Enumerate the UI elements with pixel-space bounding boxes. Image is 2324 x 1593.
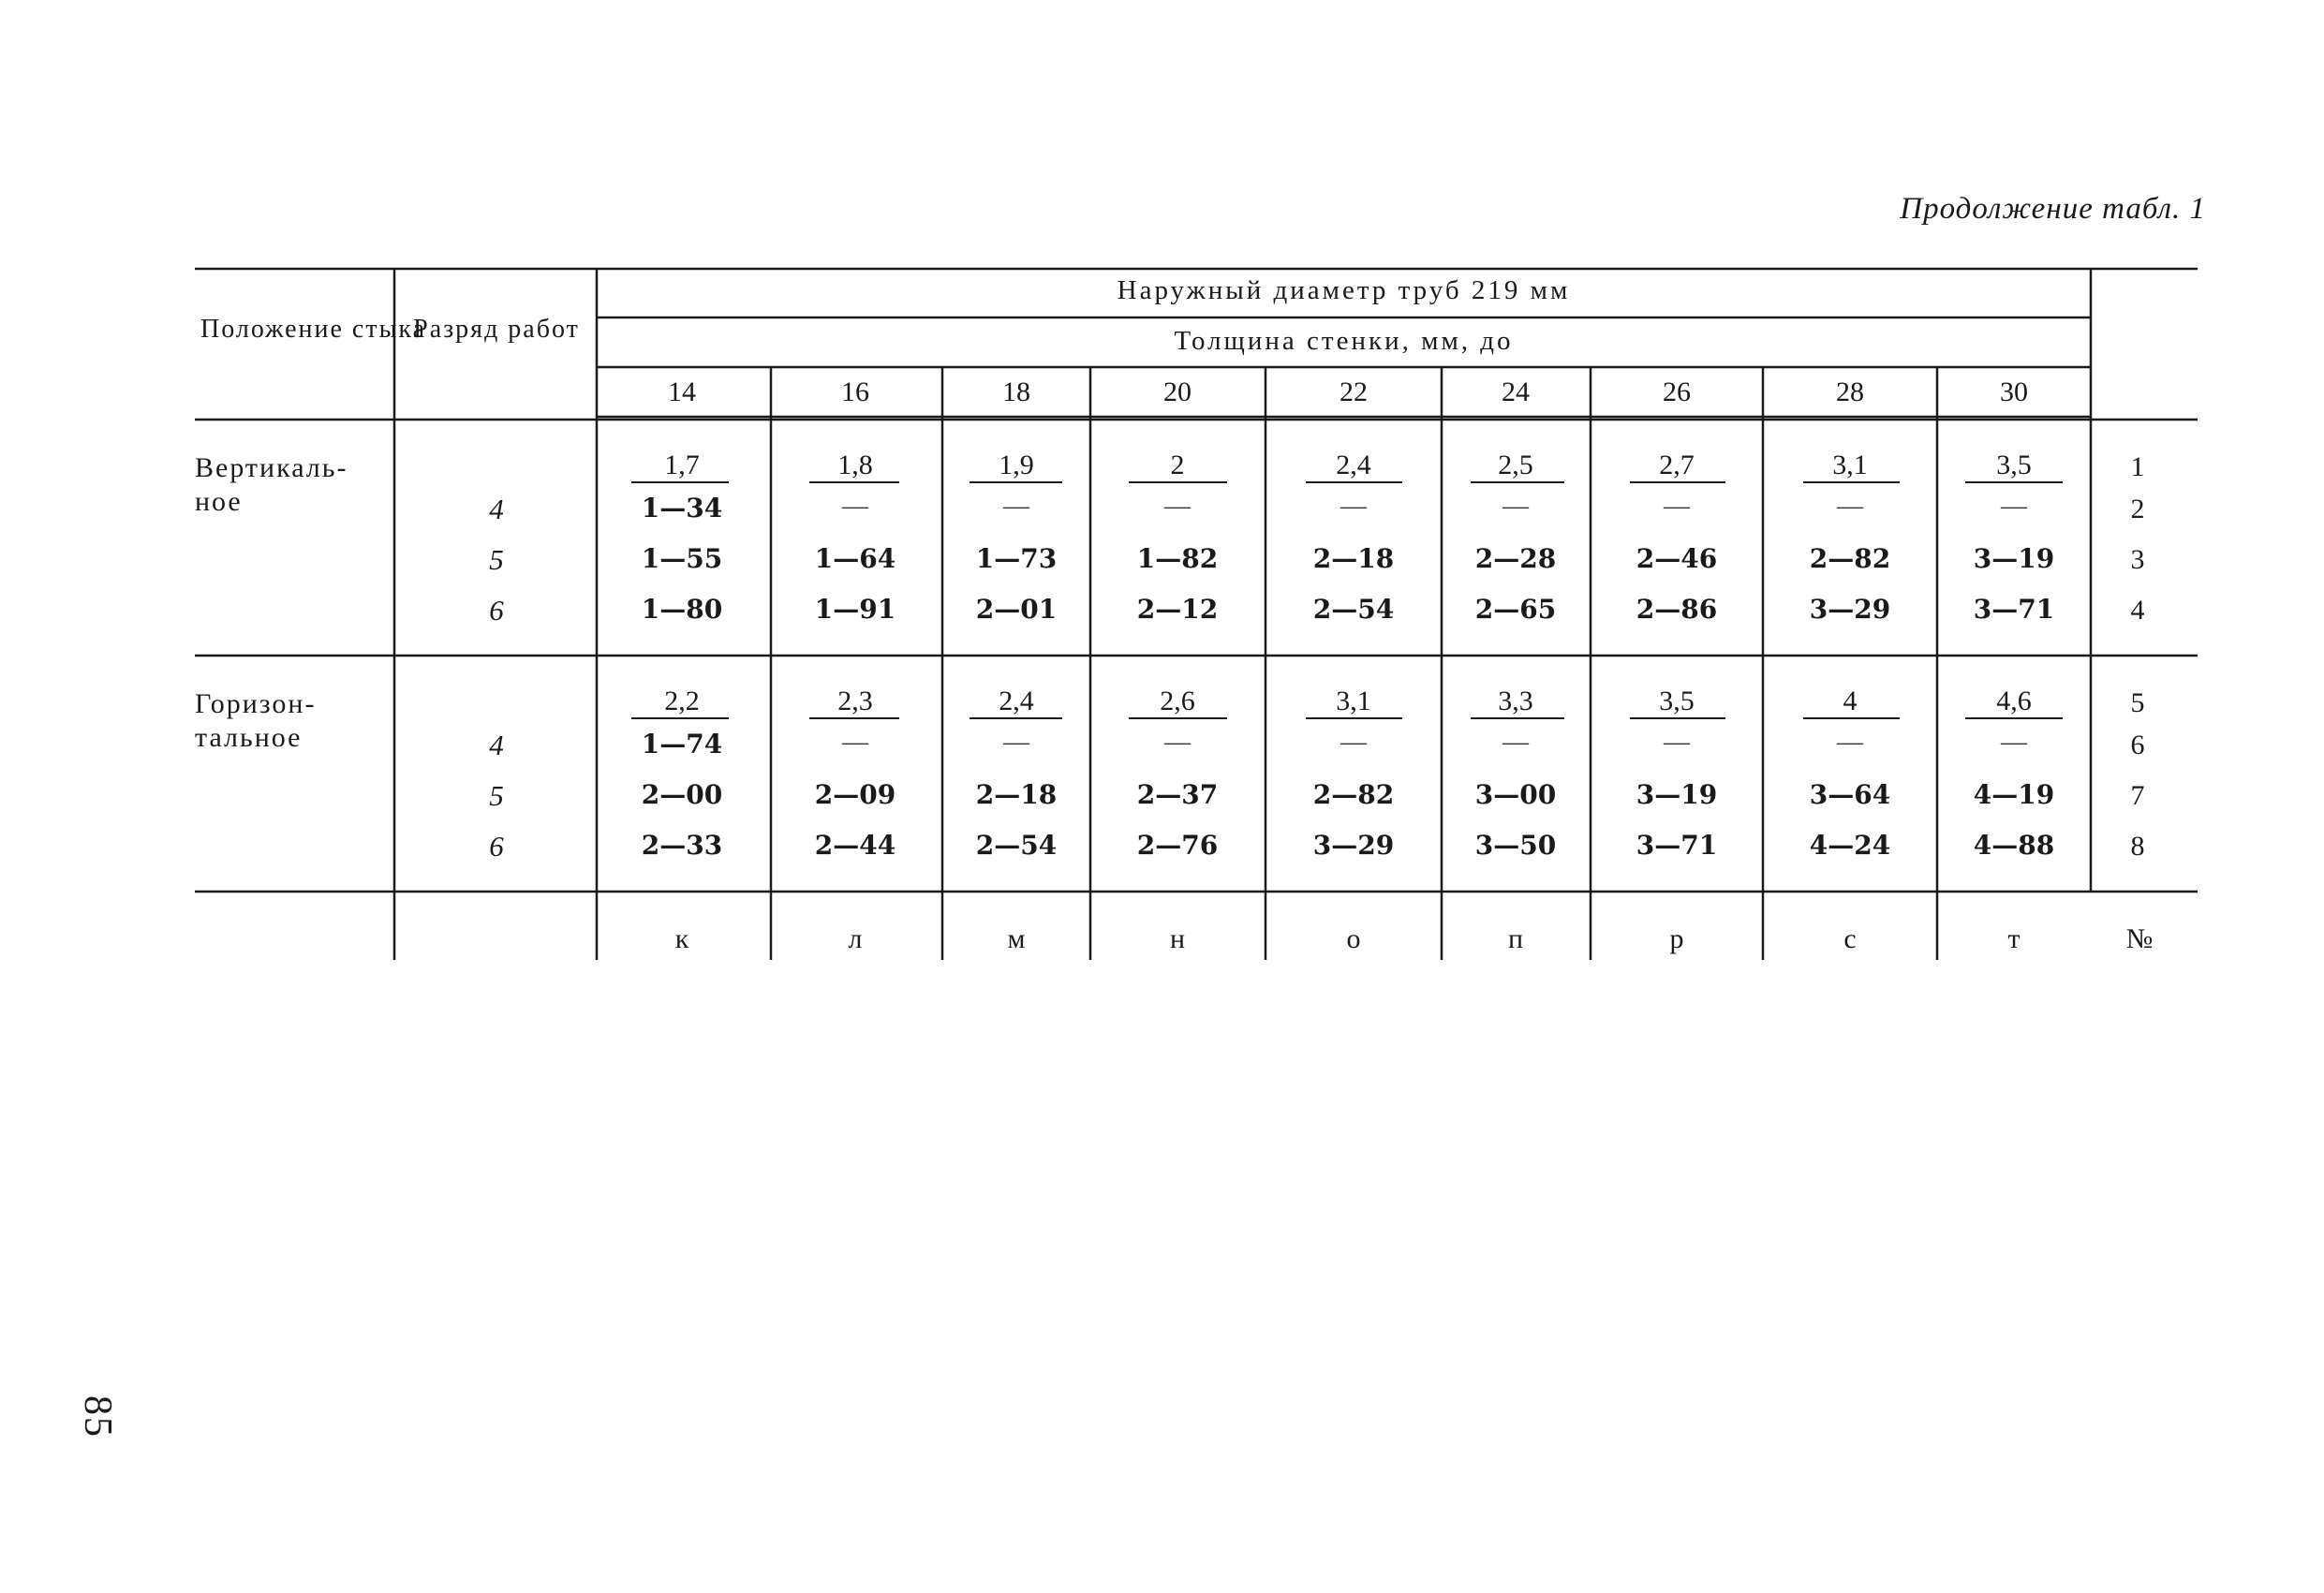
header-grade	[403, 315, 590, 345]
price-cell: 2—76	[1136, 830, 1219, 861]
price-cell: 2—46	[1636, 543, 1718, 574]
col-header: 24	[1502, 376, 1530, 407]
price-cell: 2—54	[1312, 594, 1395, 625]
row-number: 1	[2130, 451, 2145, 482]
header-grade-label: Разряд работ	[413, 315, 580, 344]
header-position	[200, 315, 427, 345]
row-number: 3	[2130, 544, 2145, 575]
row-number: 6	[2130, 730, 2145, 760]
group-position-line: Горизон-	[195, 688, 317, 719]
norm-value: 2,4	[999, 686, 1034, 716]
group-position	[195, 451, 348, 519]
norm-value: 3,1	[1832, 450, 1868, 480]
price-cell: 3—19	[1973, 543, 2055, 574]
group-position-line: ное	[195, 486, 243, 517]
norm-value: 2,6	[1160, 686, 1195, 716]
column-letter: с	[1843, 923, 1857, 954]
price-cell: 3—29	[1312, 830, 1395, 861]
column-letter: о	[1346, 923, 1361, 954]
norm-value: 1,9	[999, 450, 1034, 480]
column-letter: л	[848, 923, 863, 954]
row-number: 8	[2130, 831, 2145, 862]
price-cell: 2—37	[1136, 779, 1219, 810]
price-cell: 1—73	[975, 543, 1058, 574]
price-cell: —	[1003, 492, 1029, 521]
col-header: 18	[1002, 376, 1030, 407]
norm-value: 2	[1170, 450, 1185, 480]
price-cell: 1—74	[641, 729, 723, 760]
table-caption: Продолжение табл. 1	[1900, 192, 2206, 226]
col-header: 16	[841, 376, 869, 407]
price-cell: 3—71	[1973, 594, 2055, 625]
price-cell: 2—65	[1474, 594, 1557, 625]
norm-value: 3,3	[1498, 686, 1533, 716]
col-header: 20	[1163, 376, 1192, 407]
price-cell: 3—19	[1636, 779, 1718, 810]
norm-value: 4	[1843, 686, 1858, 716]
price-cell: 2—18	[975, 779, 1058, 810]
price-cell: —	[1003, 728, 1029, 757]
col-header: 22	[1340, 376, 1368, 407]
price-cell: —	[1664, 728, 1690, 757]
price-cell: —	[1502, 492, 1529, 521]
row-number: 7	[2130, 780, 2145, 811]
price-cell: —	[2001, 492, 2027, 521]
price-cell: 2—01	[975, 594, 1058, 625]
row-grade: 6	[489, 594, 504, 627]
group-position	[195, 687, 316, 755]
price-cell: 1—55	[641, 543, 723, 574]
column-letter: т	[2007, 923, 2021, 954]
row-grade: 4	[489, 493, 504, 525]
price-cell: 4—88	[1973, 830, 2055, 861]
row-number: 5	[2130, 687, 2145, 718]
price-cell: 3—29	[1809, 594, 1891, 625]
price-cell: 3—64	[1809, 779, 1891, 810]
price-cell: —	[1837, 728, 1863, 757]
price-cell: —	[2001, 728, 2027, 757]
price-cell: —	[1164, 492, 1191, 521]
norm-value: 2,2	[664, 686, 700, 716]
price-cell: 2—54	[975, 830, 1058, 861]
norm-value: 2,4	[1336, 450, 1371, 480]
group-position-line: Вертикаль-	[195, 452, 348, 483]
price-cell: 2—44	[814, 830, 896, 861]
price-cell: 3—71	[1636, 830, 1718, 861]
norm-value: 2,7	[1659, 450, 1695, 480]
column-letter: р	[1669, 923, 1684, 954]
header-thickness: Толщина стенки, мм, до	[1174, 326, 1514, 356]
col-header: 14	[668, 376, 696, 407]
col-header: 28	[1836, 376, 1864, 407]
price-cell: 2—86	[1636, 594, 1718, 625]
price-cell: 3—50	[1474, 830, 1557, 861]
price-cell: 1—64	[814, 543, 896, 574]
norm-value: 2,5	[1498, 450, 1533, 480]
col-header: 30	[2000, 376, 2028, 407]
price-cell: —	[1340, 492, 1367, 521]
price-cell: —	[1502, 728, 1529, 757]
col-header: 26	[1663, 376, 1691, 407]
row-number: 4	[2130, 595, 2145, 626]
row-grade: 5	[489, 543, 504, 576]
price-cell: 1—34	[641, 493, 723, 524]
price-cell: 2—09	[814, 779, 896, 810]
price-cell: 3—00	[1474, 779, 1557, 810]
price-cell: —	[842, 492, 868, 521]
page-number: 85	[76, 1395, 119, 1438]
price-cell: 2—33	[641, 830, 723, 861]
price-cell: 2—18	[1312, 543, 1395, 574]
price-cell: 2—28	[1474, 543, 1557, 574]
norm-value: 4,6	[1996, 686, 2032, 716]
price-cell: 4—19	[1973, 779, 2055, 810]
norm-value: 1,7	[664, 450, 700, 480]
norm-value: 3,5	[1996, 450, 2032, 480]
row-grade: 5	[489, 779, 504, 812]
price-cell: —	[1664, 492, 1690, 521]
price-cell: 2—00	[641, 779, 723, 810]
column-letter: н	[1169, 923, 1186, 954]
row-grade: 6	[489, 830, 504, 863]
row-grade: 4	[489, 729, 504, 761]
group-position-line: тальное	[195, 722, 303, 753]
price-cell: 2—82	[1809, 543, 1891, 574]
price-cell: 1—80	[641, 594, 723, 625]
price-cell: 2—82	[1312, 779, 1395, 810]
header-position-label: Положение стыка	[200, 315, 427, 344]
price-cell: —	[842, 728, 868, 757]
column-letter: п	[1507, 923, 1524, 954]
norm-value: 2,3	[837, 686, 873, 716]
price-cell: —	[1340, 728, 1367, 757]
header-diameter: Наружный диаметр труб 219 мм	[1117, 275, 1571, 305]
column-letter: м	[1007, 923, 1026, 954]
price-cell: 1—82	[1136, 543, 1219, 574]
norm-value: 1,8	[837, 450, 873, 480]
price-cell: —	[1164, 728, 1191, 757]
price-cell: —	[1837, 492, 1863, 521]
price-cell: 4—24	[1809, 830, 1891, 861]
norm-value: 3,5	[1659, 686, 1695, 716]
price-cell: 2—12	[1136, 594, 1219, 625]
row-number: 2	[2130, 494, 2145, 524]
price-cell: 1—91	[814, 594, 896, 625]
norm-value: 3,1	[1336, 686, 1371, 716]
number-sign: №	[2125, 923, 2154, 954]
column-letter: к	[674, 923, 689, 954]
